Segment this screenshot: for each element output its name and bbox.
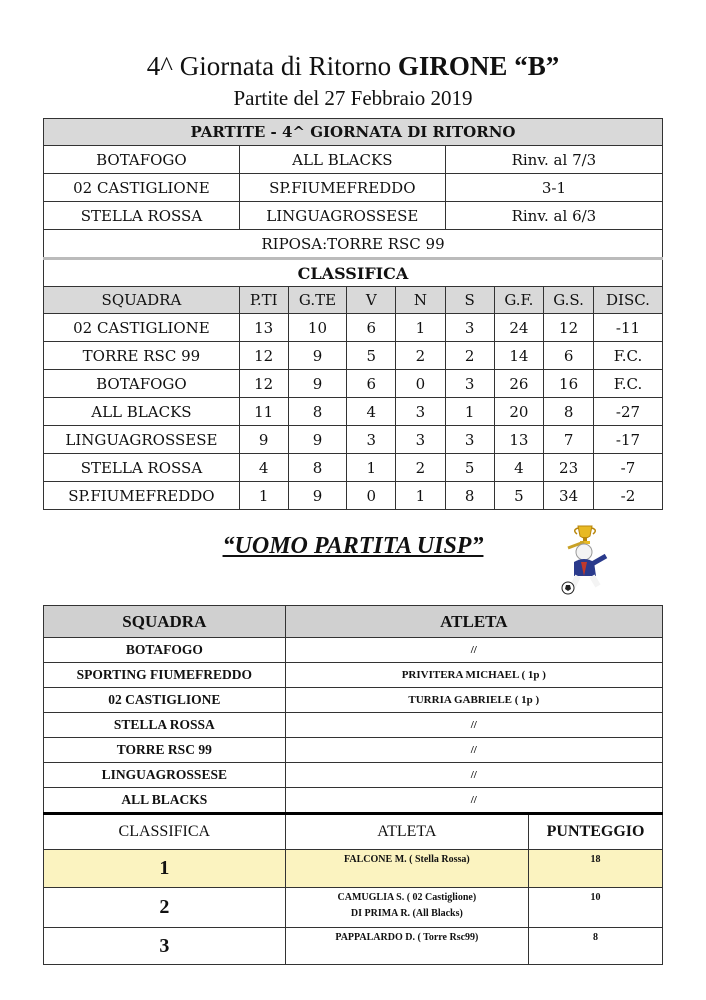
rank-cell: 2 bbox=[44, 888, 286, 928]
col-header: G.F. bbox=[494, 287, 544, 314]
uomo-row bbox=[44, 713, 663, 738]
match-away: ALL BLACKS bbox=[239, 146, 445, 174]
cell: 4 bbox=[239, 454, 288, 482]
cell: 11 bbox=[239, 398, 288, 426]
cell: 3 bbox=[445, 314, 494, 342]
classifica-header-row bbox=[44, 287, 663, 314]
col-header: DISC. bbox=[593, 287, 662, 314]
col-header: S bbox=[445, 287, 494, 314]
cell: 1 bbox=[396, 482, 446, 510]
match-row bbox=[44, 174, 663, 202]
col-header: P.TI bbox=[239, 287, 288, 314]
cell: 8 bbox=[445, 482, 494, 510]
ranking-athlete-cell bbox=[285, 888, 528, 928]
ranking-athlete-cell bbox=[285, 928, 528, 965]
cell: 3 bbox=[396, 426, 446, 454]
uomo-partita-table bbox=[43, 605, 663, 965]
title-girone: GIRONE “B” bbox=[397, 51, 560, 81]
standings-row bbox=[44, 454, 663, 482]
cell: 24 bbox=[494, 314, 544, 342]
cell: 20 bbox=[494, 398, 544, 426]
col-header: N bbox=[396, 287, 446, 314]
col-header: G.S. bbox=[544, 287, 594, 314]
athlete-cell: // bbox=[285, 638, 662, 663]
cell: 9 bbox=[239, 426, 288, 454]
ranking-row bbox=[44, 928, 663, 965]
match-home: STELLA ROSSA bbox=[44, 202, 240, 230]
cell: 10 bbox=[288, 314, 347, 342]
match-home: BOTAFOGO bbox=[44, 146, 240, 174]
cell: 0 bbox=[396, 370, 446, 398]
cell: 5 bbox=[445, 454, 494, 482]
cell: 1 bbox=[347, 454, 396, 482]
athlete-cell: // bbox=[285, 713, 662, 738]
col-header: ATLETA bbox=[285, 814, 528, 850]
cell: -11 bbox=[593, 314, 662, 342]
ranking-athlete-cell bbox=[285, 850, 528, 888]
col-header: SQUADRA bbox=[44, 287, 240, 314]
cell: -17 bbox=[593, 426, 662, 454]
athlete-name: FALCONE M. ( Stella Rossa) bbox=[344, 854, 470, 865]
cell: 12 bbox=[239, 342, 288, 370]
standings-row bbox=[44, 426, 663, 454]
match-result: Rinv. al 7/3 bbox=[445, 146, 662, 174]
cell: 2 bbox=[396, 342, 446, 370]
athlete-cell: // bbox=[285, 788, 662, 814]
uomo-partita-title: “UOMO PARTITA UISP” bbox=[222, 533, 484, 559]
ranking-row bbox=[44, 850, 663, 888]
team-cell: STELLA ROSSA bbox=[44, 713, 286, 738]
team-cell: BOTAFOGO bbox=[44, 638, 286, 663]
cell: 6 bbox=[347, 370, 396, 398]
cell: 23 bbox=[544, 454, 594, 482]
cell: TORRE RSC 99 bbox=[44, 342, 240, 370]
athlete-name: PAPPALARDO D. ( Torre Rsc99) bbox=[335, 932, 479, 943]
cell: 02 CASTIGLIONE bbox=[44, 314, 240, 342]
cell: 12 bbox=[239, 370, 288, 398]
classifica-heading: CLASSIFICA bbox=[44, 259, 663, 287]
cell: ALL BLACKS bbox=[44, 398, 240, 426]
team-cell: SPORTING FIUMEFREDDO bbox=[44, 663, 286, 688]
cell: 3 bbox=[396, 398, 446, 426]
athlete-name: DI PRIMA R. (All Blacks) bbox=[350, 908, 463, 919]
cell: -27 bbox=[593, 398, 662, 426]
cell: 8 bbox=[288, 398, 347, 426]
uomo-row bbox=[44, 663, 663, 688]
title-main: 4^ Giornata di Ritorno bbox=[146, 51, 398, 81]
team-cell: TORRE RSC 99 bbox=[44, 738, 286, 763]
rank-cell: 3 bbox=[44, 928, 286, 965]
riposa-note: RIPOSA:TORRE RSC 99 bbox=[44, 230, 663, 259]
cell: 34 bbox=[544, 482, 594, 510]
ranking-row bbox=[44, 888, 663, 928]
uomo-row bbox=[44, 638, 663, 663]
uomo-row bbox=[44, 763, 663, 788]
cell: 0 bbox=[347, 482, 396, 510]
cell: 9 bbox=[288, 482, 347, 510]
cell: SP.FIUMEFREDDO bbox=[44, 482, 240, 510]
cell: 16 bbox=[544, 370, 594, 398]
team-cell: ALL BLACKS bbox=[44, 788, 286, 814]
cell: 9 bbox=[288, 342, 347, 370]
partite-heading: PARTITE - 4^ GIORNATA DI RITORNO bbox=[44, 119, 663, 146]
cell: 4 bbox=[494, 454, 544, 482]
col-header: G.TE bbox=[288, 287, 347, 314]
team-cell: 02 CASTIGLIONE bbox=[44, 688, 286, 713]
cell: 12 bbox=[544, 314, 594, 342]
cell: -2 bbox=[593, 482, 662, 510]
athlete-name: CAMUGLIA S. ( 02 Castiglione) bbox=[337, 892, 477, 903]
team-cell: LINGUAGROSSESE bbox=[44, 763, 286, 788]
match-away: SP.FIUMEFREDDO bbox=[239, 174, 445, 202]
col-header: PUNTEGGIO bbox=[529, 814, 663, 850]
athlete-cell: TURRIA GABRIELE ( 1p ) bbox=[285, 688, 662, 713]
col-header: SQUADRA bbox=[44, 606, 286, 638]
cell: 3 bbox=[445, 426, 494, 454]
col-header: V bbox=[347, 287, 396, 314]
uomo-row bbox=[44, 788, 663, 814]
points-cell: 10 bbox=[529, 888, 663, 928]
cell: 26 bbox=[494, 370, 544, 398]
match-result: 3-1 bbox=[445, 174, 662, 202]
match-home: 02 CASTIGLIONE bbox=[44, 174, 240, 202]
soccer-player-trophy-icon bbox=[548, 518, 628, 596]
cell: 5 bbox=[347, 342, 396, 370]
page-subtitle: Partite del 27 Febbraio 2019 bbox=[233, 86, 473, 110]
match-row bbox=[44, 146, 663, 174]
athlete-cell: // bbox=[285, 738, 662, 763]
standings-row bbox=[44, 314, 663, 342]
cell: 9 bbox=[288, 426, 347, 454]
cell: 8 bbox=[544, 398, 594, 426]
cell: 13 bbox=[239, 314, 288, 342]
cell: BOTAFOGO bbox=[44, 370, 240, 398]
cell: 5 bbox=[494, 482, 544, 510]
match-row bbox=[44, 202, 663, 230]
points-cell: 8 bbox=[529, 928, 663, 965]
col-header: CLASSIFICA bbox=[44, 814, 286, 850]
cell: 3 bbox=[445, 370, 494, 398]
cell: 6 bbox=[544, 342, 594, 370]
cell: LINGUAGROSSESE bbox=[44, 426, 240, 454]
cell: 3 bbox=[347, 426, 396, 454]
cell: 13 bbox=[494, 426, 544, 454]
cell: 14 bbox=[494, 342, 544, 370]
standings-row bbox=[44, 342, 663, 370]
cell: 2 bbox=[445, 342, 494, 370]
uomo-row bbox=[44, 688, 663, 713]
standings-row bbox=[44, 370, 663, 398]
cell: -7 bbox=[593, 454, 662, 482]
cell: 1 bbox=[445, 398, 494, 426]
uomo-row bbox=[44, 738, 663, 763]
cell: F.C. bbox=[593, 370, 662, 398]
cell: 8 bbox=[288, 454, 347, 482]
athlete-cell: PRIVITERA MICHAEL ( 1p ) bbox=[285, 663, 662, 688]
standings-row bbox=[44, 482, 663, 510]
uomo-header-row bbox=[44, 606, 663, 638]
ranking-header-row bbox=[44, 814, 663, 850]
cell: 1 bbox=[396, 314, 446, 342]
cell: 2 bbox=[396, 454, 446, 482]
cell: 6 bbox=[347, 314, 396, 342]
match-result: Rinv. al 6/3 bbox=[445, 202, 662, 230]
cell: 7 bbox=[544, 426, 594, 454]
col-header: ATLETA bbox=[285, 606, 662, 638]
cell: 4 bbox=[347, 398, 396, 426]
cell: F.C. bbox=[593, 342, 662, 370]
match-away: LINGUAGROSSESE bbox=[239, 202, 445, 230]
results-table bbox=[43, 118, 663, 510]
athlete-cell: // bbox=[285, 763, 662, 788]
standings-row bbox=[44, 398, 663, 426]
cell: 9 bbox=[288, 370, 347, 398]
page-title bbox=[0, 50, 706, 82]
rank-cell: 1 bbox=[44, 850, 286, 888]
points-cell: 18 bbox=[529, 850, 663, 888]
cell: STELLA ROSSA bbox=[44, 454, 240, 482]
cell: 1 bbox=[239, 482, 288, 510]
